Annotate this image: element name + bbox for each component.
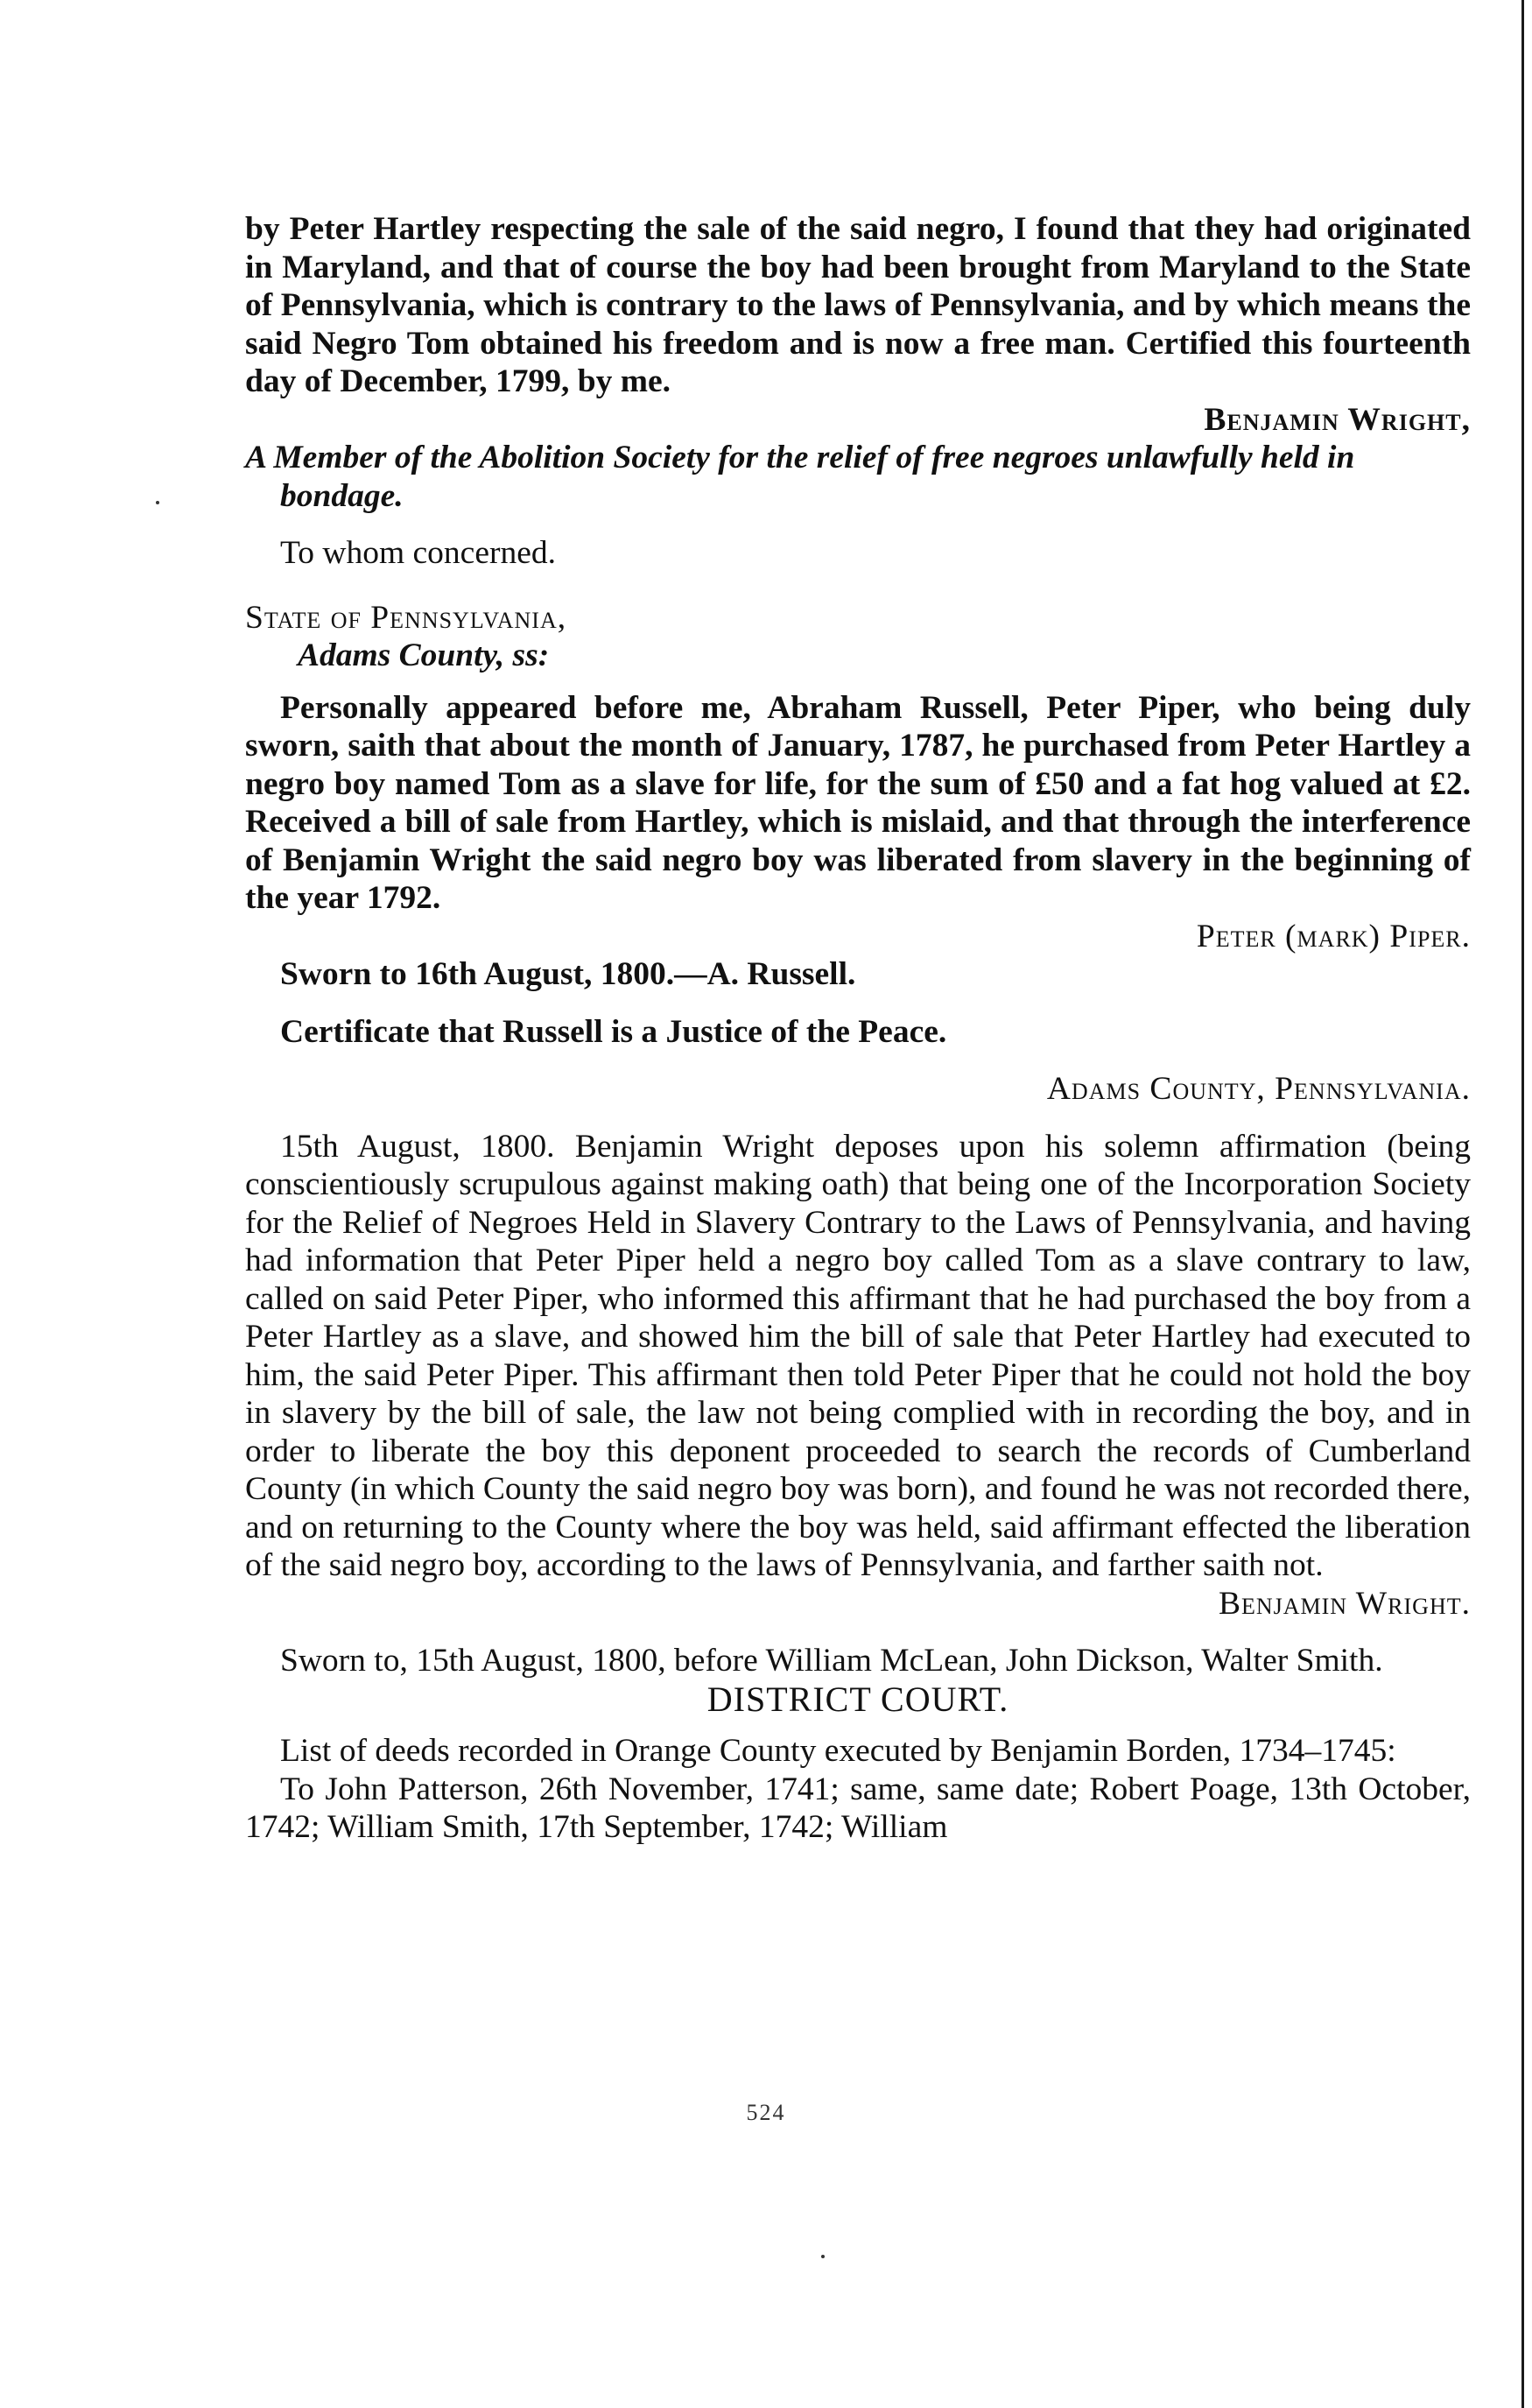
state-heading: State of Pennsylvania, <box>245 599 567 636</box>
margin-speck <box>156 501 159 504</box>
to-whom-concerned: To whom concerned. <box>280 535 556 571</box>
justice-certificate: Certificate that Russell is a Justice of the Peace. <box>280 1013 947 1050</box>
county-heading: Adams County, ss: <box>298 637 550 673</box>
page-number: 524 <box>746 2100 786 2125</box>
deeds-list-entries: To John Patterson, 26th November, 1741; same, same date; Robert Poage, 13th October, 1742; William Smith, 17th September, 1742; William <box>245 1771 1471 1845</box>
signature-benjamin-wright-2: Benjamin Wright. <box>1218 1585 1471 1622</box>
piper-affidavit: Personally appeared before me, Abraham Russell, Peter Piper, who being duly sworn, saith that about the month of January, 1787, he purchased from Peter Hartley a negro boy named Tom as a slave for life, for the sum of £50 and a fat hog valued at £2. Received a bill of sale from Hartley, which is mislaid, and that through the interference of Benjamin Wright the said negro boy was liberated from slavery in the beginning of the year 1792. <box>245 689 1471 916</box>
page-text <box>245 210 1471 1847</box>
signature-benjamin-wright: Benjamin Wright, <box>1204 401 1471 438</box>
district-court-heading: DISTRICT COURT. <box>706 1679 1009 1719</box>
adams-county-heading: Adams County, Pennsylvania. <box>1046 1071 1471 1107</box>
abolition-society-line: A Member of the Abolition Society for the relief of free negroes unlawfully held in bondage. <box>245 440 1355 514</box>
signature-peter-piper: Peter (mark) Piper. <box>1196 918 1471 954</box>
page-edge-line <box>1521 0 1524 2408</box>
certification-paragraph: by Peter Hartley respecting the sale of the said negro, I found that they had originated in Maryland, and that of course the boy had been brought from Maryland to the State of Pennsylvania, which is contrary to the laws of Pennsylvania, and by which means the said Negro Tom obtained his freedom and is now a free man. Certified this fourteenth day of December, 1799, by me. <box>245 211 1471 399</box>
wright-deposition: 15th August, 1800. Benjamin Wright deposes upon his solemn affirmation (being conscientiously scrupulous against making oath) that being one of the Incorporation Society for the Relief of Negroes Held in Slavery Contrary to the Laws of Pennsylvania, and having had information that Peter Piper held a negro boy called Tom as a slave contrary to law, called on said Peter Piper, who informed this affirmant that he had purchased the boy from a Peter Hartley as a slave, and showed him the bill of sale that Peter Hartley had executed to him, the said Peter Piper. This affirmant then told Peter Piper that he could not hold the boy in slavery by the bill of sale, the law not being complied with in recording the boy, and in order to liberate the boy this deponent proceeded to search the records of Cumberland County (in which County the said negro boy was born), and found he was not recorded there, and on returning to the County where the boy was held, said affirmant effected the liberation of the said negro boy, according to the laws of Pennsylvania, and farther saith not. <box>245 1128 1471 1583</box>
sworn-witnesses: Sworn to, 15th August, 1800, before William McLean, John Dickson, Walter Smith. <box>280 1643 1383 1679</box>
margin-speck <box>821 2255 825 2258</box>
deeds-list-intro: List of deeds recorded in Orange County executed by Benjamin Borden, 1734–1745: <box>280 1733 1396 1769</box>
sworn-russell: Sworn to 16th August, 1800.—A. Russell. <box>280 956 856 992</box>
